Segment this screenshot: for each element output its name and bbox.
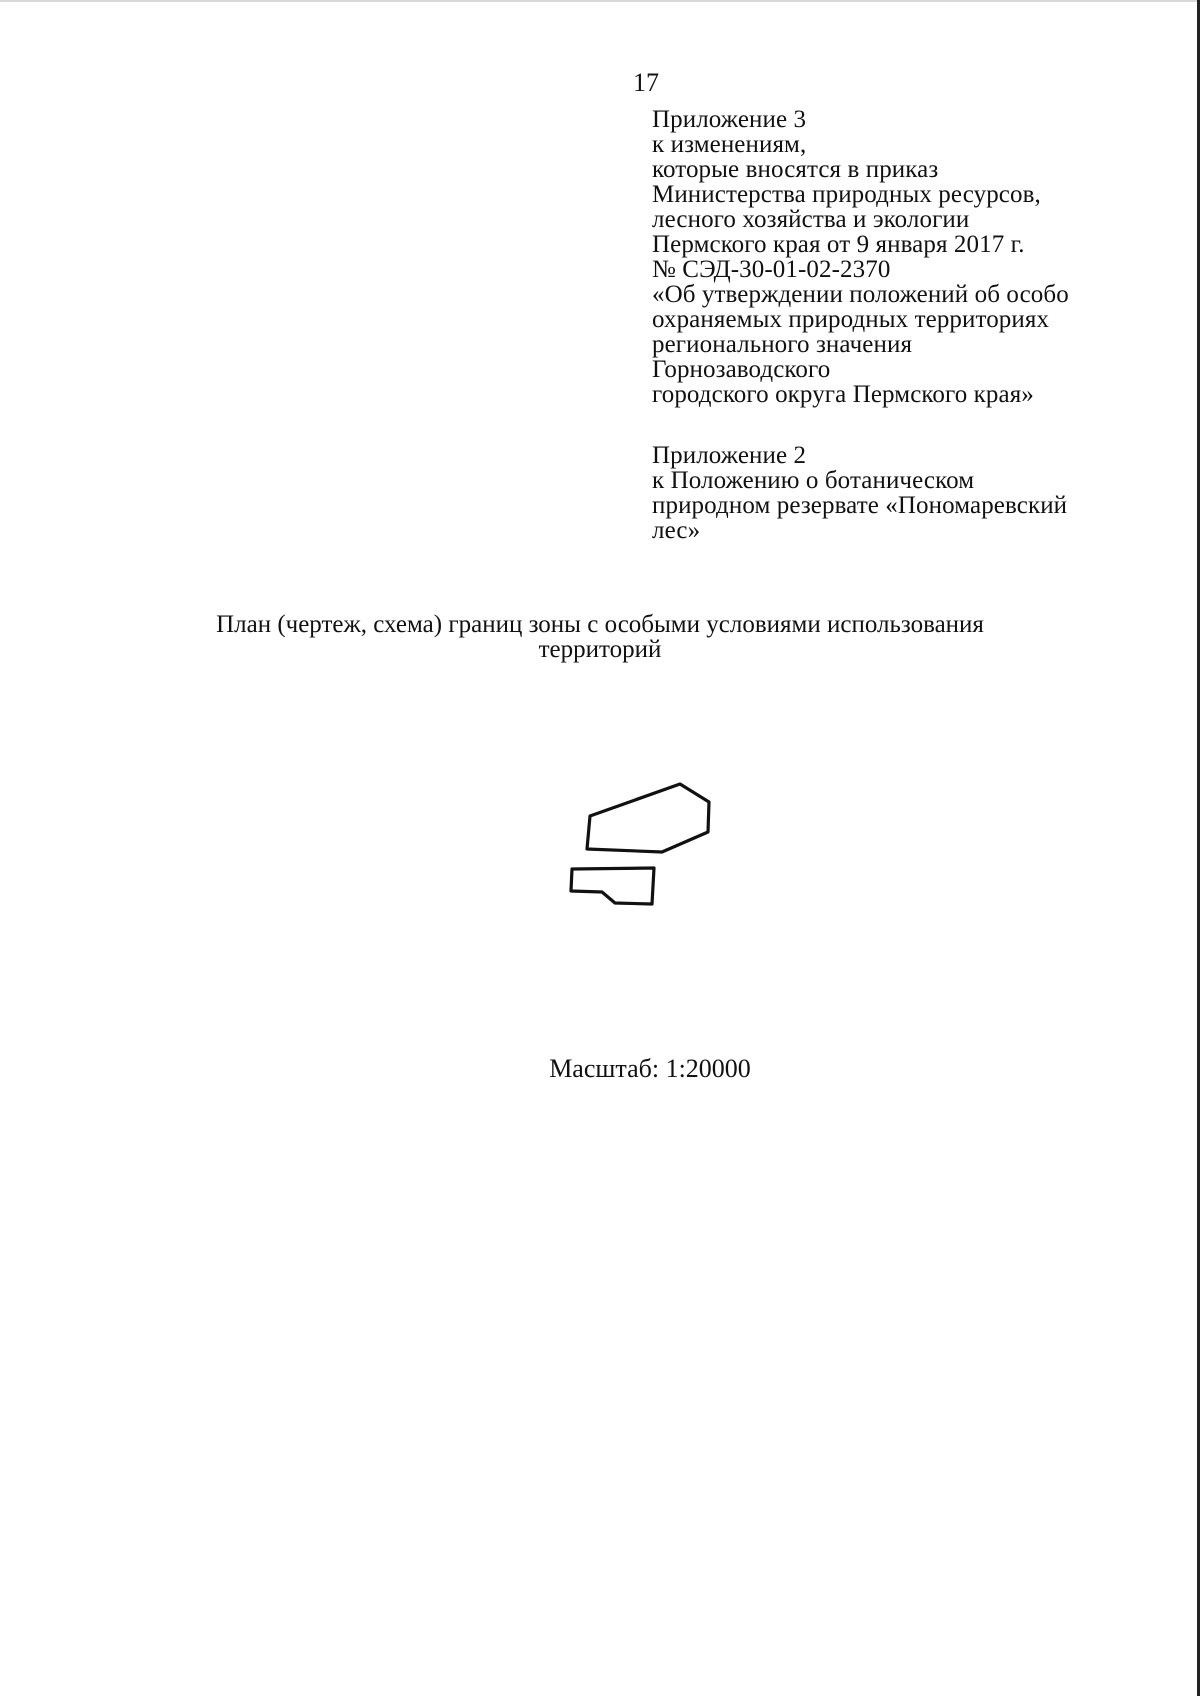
boundary-plan-drawing bbox=[560, 772, 720, 912]
appendix-2-line: природном резервате «Пономаревский bbox=[652, 492, 1068, 519]
appendix-2-line: лес» bbox=[652, 517, 701, 544]
appendix-3-line: Приложение 3 bbox=[652, 106, 807, 133]
plan-title-line: территорий bbox=[538, 636, 662, 663]
plan-title bbox=[150, 612, 1050, 662]
appendix-3-line: которые вносятся в приказ bbox=[652, 156, 939, 183]
appendix-3-line: к изменениям, bbox=[652, 131, 807, 158]
appendix-3-line: охраняемых природных территориях bbox=[652, 306, 1050, 333]
appendix-3-line: городского округа Пермского края» bbox=[652, 381, 1034, 408]
appendix-3-line: регионального значения bbox=[652, 331, 913, 358]
appendix-2-line: к Положению о ботаническом bbox=[652, 467, 975, 494]
appendix-3-block bbox=[652, 107, 1172, 407]
scale-label: Масштаб: 1:20000 bbox=[549, 1054, 751, 1083]
zone-boundary-lower bbox=[571, 868, 654, 904]
page-top-edge bbox=[0, 0, 1200, 2]
appendix-2-line: Приложение 2 bbox=[652, 442, 807, 469]
page-number: 17 bbox=[633, 68, 659, 97]
zone-boundary-upper bbox=[587, 784, 709, 852]
appendix-3-line: «Об утверждении положений об особо bbox=[652, 281, 1069, 308]
appendix-3-line: № СЭД-30-01-02-2370 bbox=[652, 256, 891, 283]
plan-title-line: План (чертеж, схема) границ зоны с особыми условиями использования bbox=[216, 611, 984, 638]
appendix-3-line: лесного хозяйства и экологии bbox=[652, 206, 970, 233]
appendix-3-line: Горнозаводского bbox=[652, 356, 831, 383]
appendix-3-line: Пермского края от 9 января 2017 г. bbox=[652, 231, 1025, 258]
appendix-3-line: Министерства природных ресурсов, bbox=[652, 181, 1041, 208]
appendix-2-block bbox=[652, 443, 1172, 543]
